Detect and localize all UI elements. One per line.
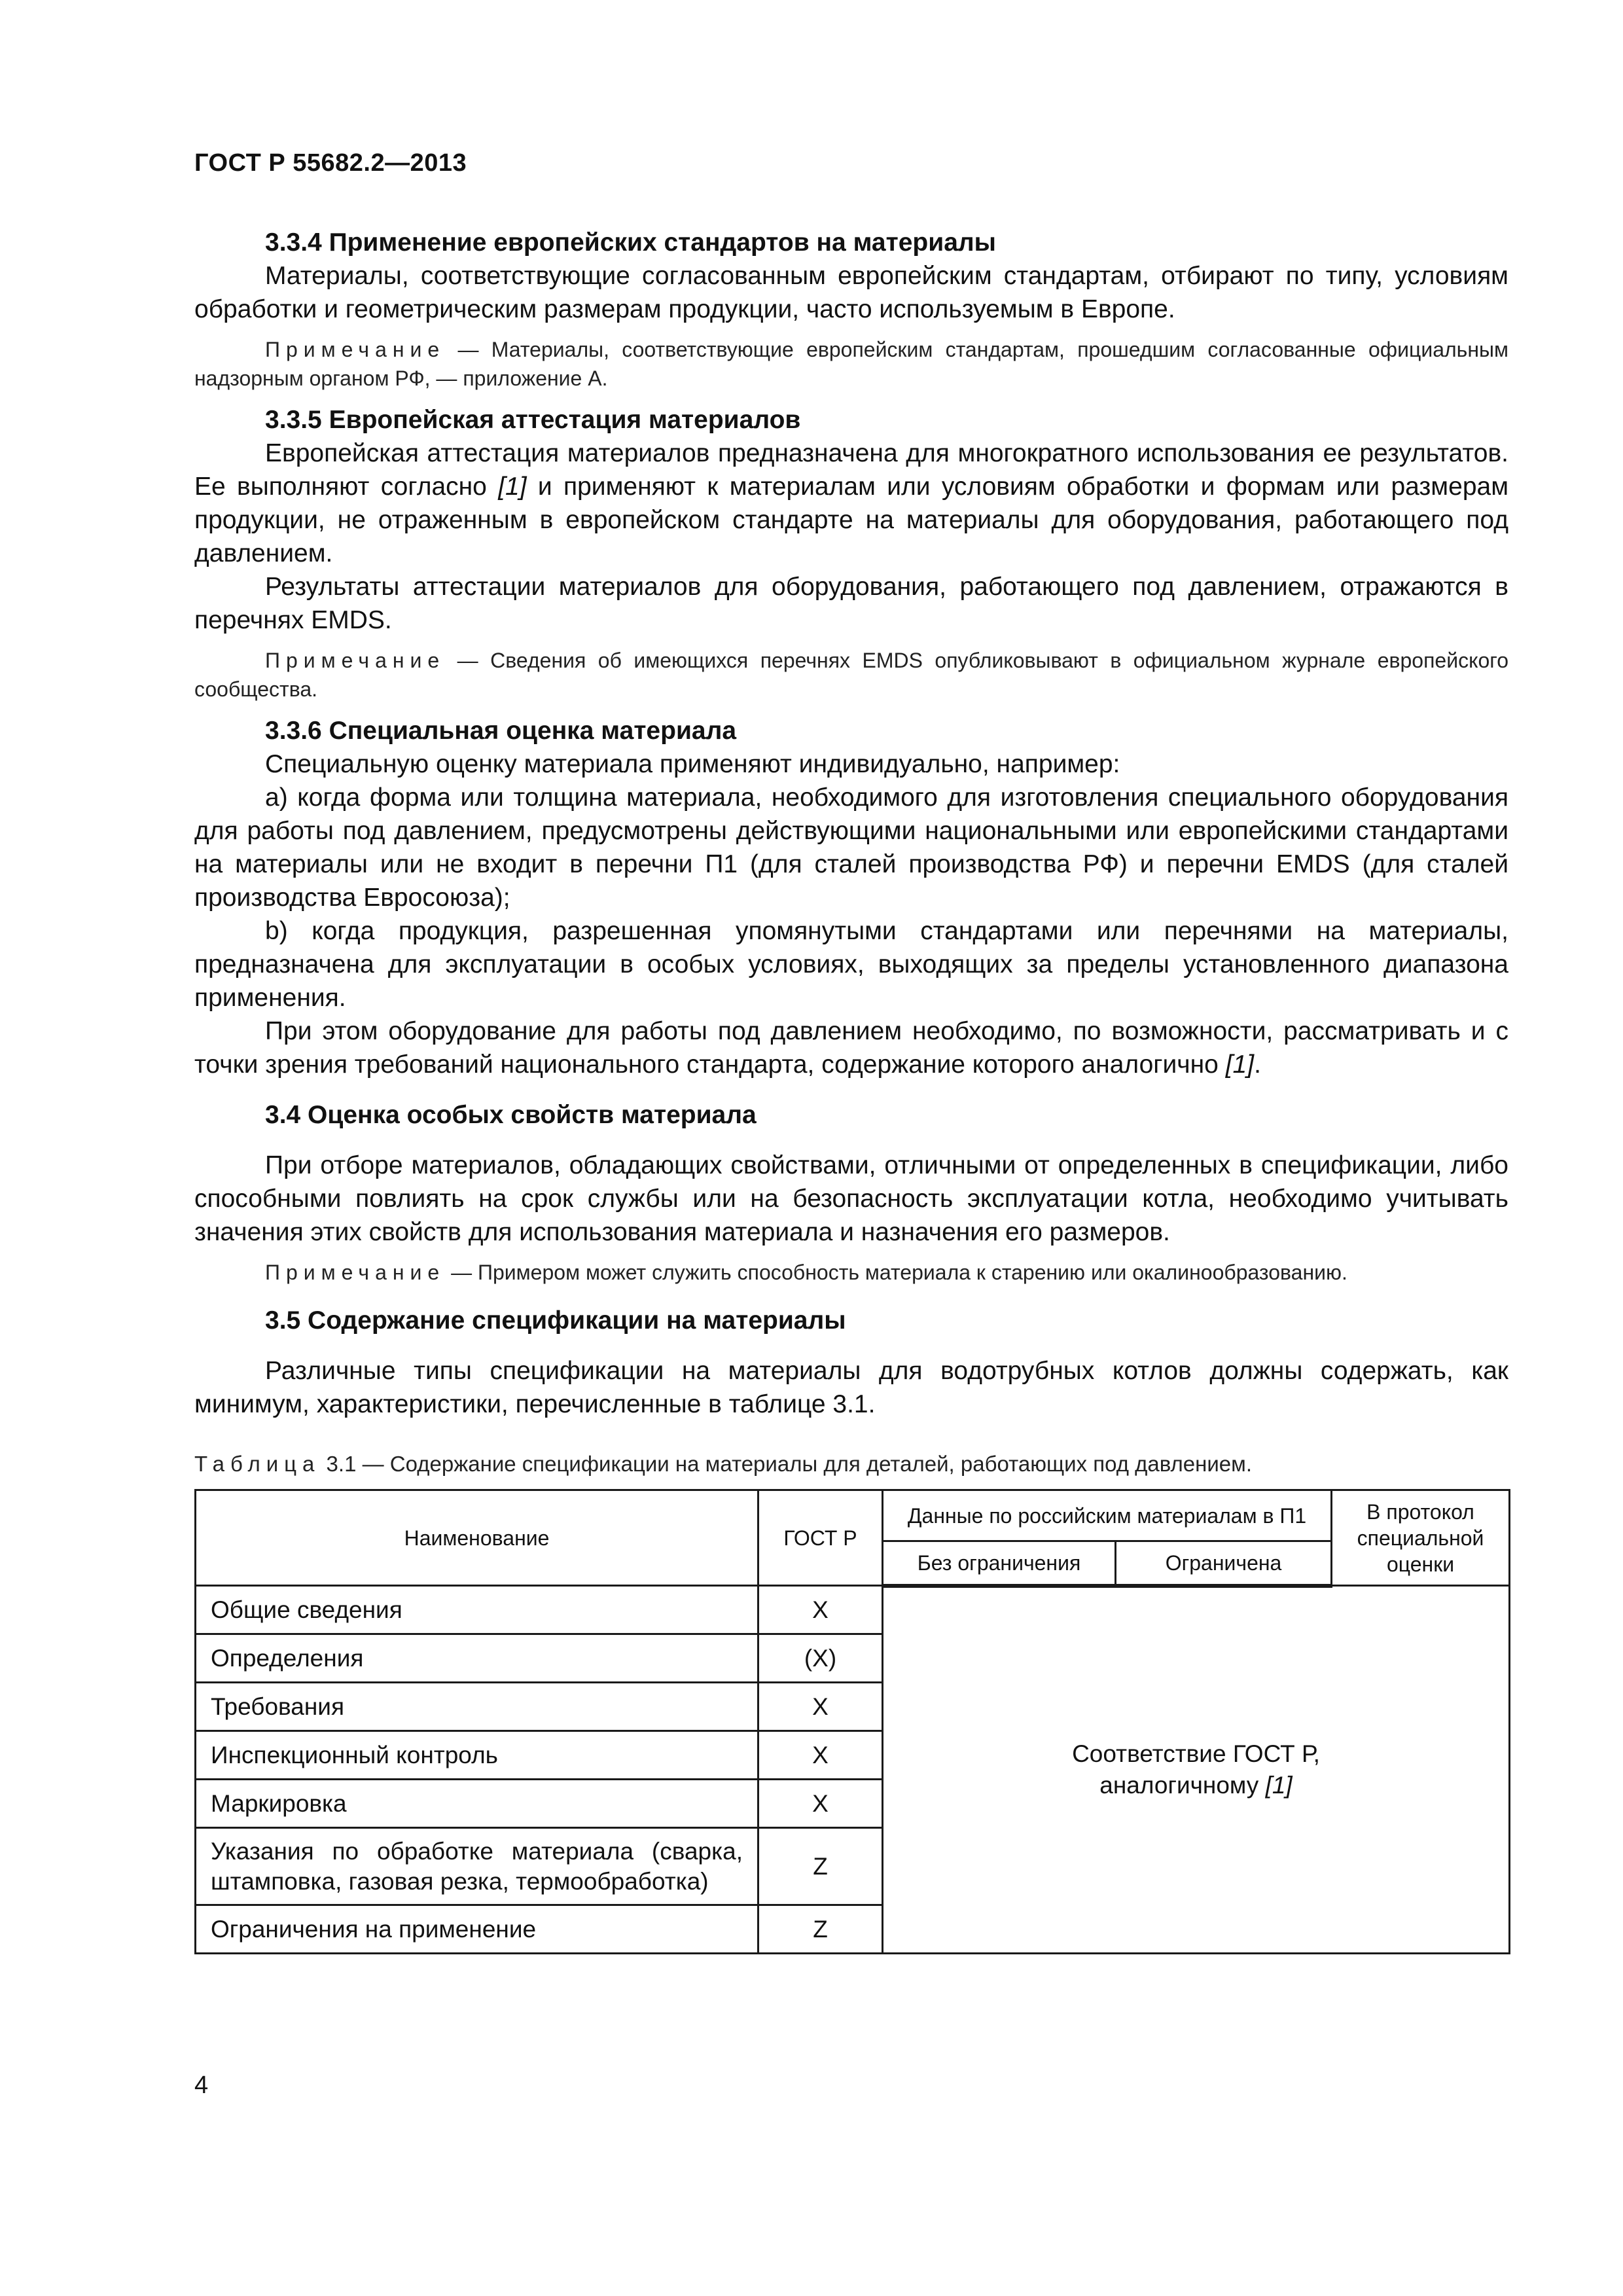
page-number: 4 xyxy=(194,2072,209,2099)
note-label: Примечание xyxy=(265,1261,446,1284)
merged-line-2: аналогичному xyxy=(1099,1772,1266,1799)
section-3-4-paragraph: При отборе материалов, обладающих свойствами, отличными от определенных в спецификации, либо способными повлиять на срок службы или на безопасность эксплуатации котла, необходимо учитывать значения этих свойств для использования материала и назначения его размеров. xyxy=(194,1151,1508,1246)
spec-table xyxy=(194,1489,1510,1954)
section-3-3-5-paragraph-1 xyxy=(194,437,1508,570)
header-gost: ГОСТ Р xyxy=(758,1490,883,1586)
note-label: Примечание xyxy=(265,338,446,361)
section-3-3-5-title: 3.3.5 Европейская аттестация материалов xyxy=(265,406,801,434)
row-gost: X xyxy=(758,1780,883,1828)
row-name: Определения xyxy=(196,1634,758,1683)
reference-link: [1] xyxy=(498,473,527,501)
paragraph-text: При этом оборудование для работы под давлением необходимо, по возможности, рассматривать и с точки зрения требований национального стандарта, содержание которого аналогично xyxy=(194,1017,1508,1079)
row-gost: Z xyxy=(758,1828,883,1905)
row-gost: X xyxy=(758,1683,883,1731)
header-protocol: В протокол специальной оценки xyxy=(1332,1490,1510,1586)
row-gost: X xyxy=(758,1731,883,1780)
section-3-3-6-item-a: a) когда форма или толщина материала, необходимого для изготовления специального оборудования для работы под давлением, предусмотрены действующими национальными или европейскими стандартами на материалы или не входит в перечни П1 (для сталей производства РФ) и перечни EMDS (для сталей производства Евросоюза); xyxy=(194,783,1508,912)
header-ru-data: Данные по российским материалам в П1 xyxy=(883,1490,1332,1541)
row-gost: X xyxy=(758,1586,883,1634)
paragraph-text: Европейская аттестация материалов предназначена для многократного использования ее результатов. Ее выполняют согласно xyxy=(194,439,1508,501)
section-3-3-4-note xyxy=(194,335,1508,393)
section-3-3-4-paragraph: Материалы, соответствующие согласованным европейским стандартам, отбирают по типу, условиям обработки и геометрическим размерам продукции, часто используемым в Европе. xyxy=(194,262,1508,323)
merged-compliance-cell xyxy=(883,1586,1510,1954)
document-header: ГОСТ Р 55682.2—2013 xyxy=(194,149,467,177)
reference-link: [1] xyxy=(1225,1050,1255,1079)
merged-line-1: Соответствие ГОСТ Р, xyxy=(1072,1740,1320,1768)
section-3-4-note xyxy=(194,1258,1508,1287)
table-caption-text: 3.1 — Содержание спецификации на материалы для деталей, работающих под давлением. xyxy=(320,1452,1252,1476)
section-3-3-6-paragraph-2 xyxy=(194,1014,1508,1081)
row-name: Маркировка xyxy=(196,1780,758,1828)
row-name: Требования xyxy=(196,1683,758,1731)
header-no-limit: Без ограничения xyxy=(883,1541,1116,1586)
row-name: Инспекционный контроль xyxy=(196,1731,758,1780)
section-3-5-paragraph: Различные типы спецификации на материалы для водотрубных котлов должны содержать, как минимум, характеристики, перечисленные в таблице 3.1. xyxy=(194,1357,1508,1418)
row-name: Указания по обработке материала (сварка, штамповка, газовая резка, термообработка) xyxy=(196,1828,758,1905)
header-name: Наименование xyxy=(196,1490,758,1586)
section-3-5-title: 3.5 Содержание спецификации на материалы xyxy=(265,1306,846,1335)
section-3-3-6-title: 3.3.6 Специальная оценка материала xyxy=(265,717,737,745)
section-3-4-title: 3.4 Оценка особых свойств материала xyxy=(265,1101,757,1129)
note-text: — Примером может служить способность материала к старению или окалинообразованию. xyxy=(445,1261,1347,1284)
row-gost: (X) xyxy=(758,1634,883,1683)
table-caption-label: Таблица xyxy=(194,1452,321,1476)
row-gost: Z xyxy=(758,1905,883,1954)
note-text: — Сведения об имеющихся перечнях EMDS опубликовывают в официальном журнале европейского сообщества. xyxy=(194,649,1508,701)
paragraph-text: . xyxy=(1254,1050,1261,1079)
section-3-3-5-note xyxy=(194,646,1508,704)
document-body xyxy=(194,226,1508,1954)
table-caption xyxy=(194,1450,1508,1479)
section-3-3-5-paragraph-2: Результаты аттестации материалов для оборудования, работающего под давлением, отражаются в перечнях EMDS. xyxy=(194,573,1508,634)
row-name: Ограничения на применение xyxy=(196,1905,758,1954)
reference-link: [1] xyxy=(1265,1772,1293,1799)
table-row xyxy=(196,1586,1510,1634)
section-3-3-4-title: 3.3.4 Применение европейских стандартов на материалы xyxy=(265,228,996,257)
row-name: Общие сведения xyxy=(196,1586,758,1634)
note-text: — Материалы, соответствующие европейским стандартам, прошедшим согласованные официальным надзорным органом РФ, — приложение А. xyxy=(194,338,1508,390)
paragraph-text: и применяют к материалам или условиям обработки и формам или размерам продукции, не отраженным в европейском стандарте на материалы для оборудования, работающего под давлением. xyxy=(194,473,1509,567)
note-label: Примечание xyxy=(265,649,446,672)
header-limited: Ограничена xyxy=(1116,1541,1332,1586)
section-3-3-6-item-b: b) когда продукция, разрешенная упомянутыми стандартами или перечнями на материалы, предназначена для эксплуатации в особых условиях, выходящих за пределы установленного диапазона применения. xyxy=(194,917,1508,1012)
section-3-3-6-paragraph-1: Специальную оценку материала применяют индивидуально, например: xyxy=(265,750,1120,778)
